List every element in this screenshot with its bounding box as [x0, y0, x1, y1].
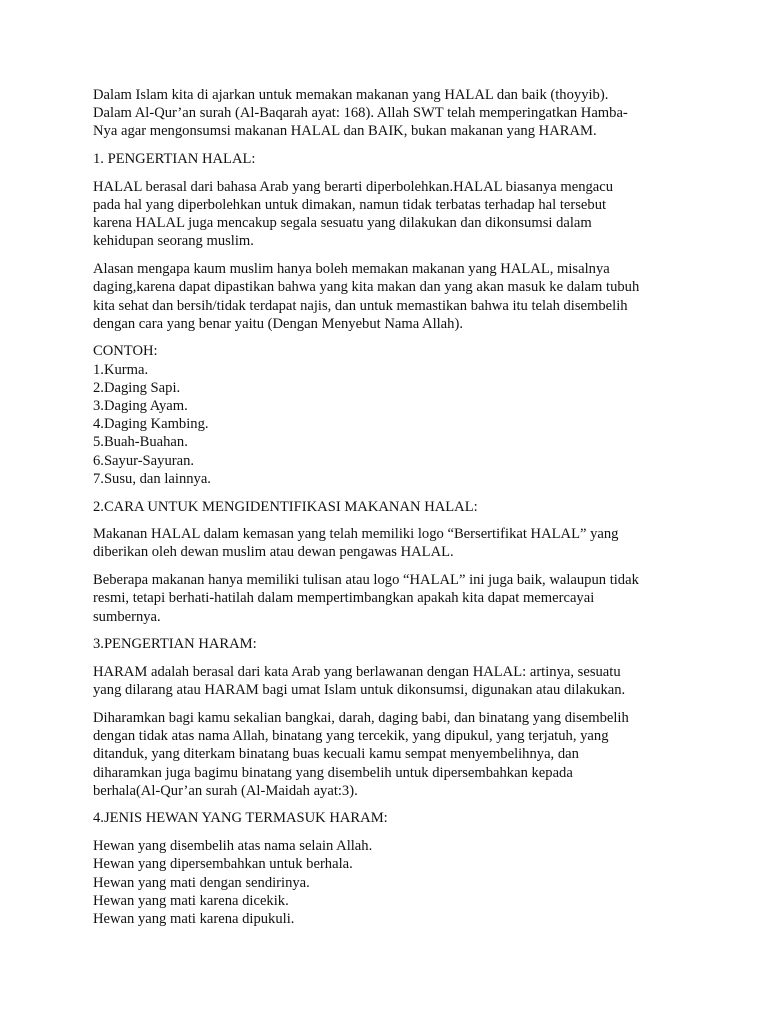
text-line: ditanduk, yang diterkam binatang buas kecuali kamu sempat menyembelihnya, dan: [93, 746, 579, 763]
text-line: Diharamkan bagi kamu sekalian bangkai, darah, daging babi, dan binatang yang disembelih: [93, 709, 629, 726]
section2-paragraph-1: [93, 525, 698, 561]
list-item: 1.Kurma.: [93, 361, 149, 378]
text-line: kita sehat dan bersih/tidak terdapat najis, dan untuk memastikan bahwa itu telah disembelih: [93, 297, 628, 314]
list-item: Hewan yang mati karena dipukuli.: [93, 910, 295, 927]
section4-list: [93, 837, 698, 928]
text-line: Nya agar mengonsumsi makanan HALAL dan BAIK, bukan makanan yang HARAM.: [93, 123, 597, 140]
section3-paragraph-1: [93, 663, 698, 699]
section1-paragraph-2: [93, 260, 698, 333]
text-line: dengan cara yang benar yaitu (Dengan Menyebut Nama Allah).: [93, 315, 463, 332]
text-line: Makanan HALAL dalam kemasan yang telah memiliki logo “Bersertifikat HALAL” yang: [93, 526, 619, 543]
section2-heading: 2.CARA UNTUK MENGIDENTIFIKASI MAKANAN HALAL:: [93, 498, 478, 515]
text-line: sumbernya.: [93, 608, 161, 625]
text-line: resmi, tetapi berhati-hatilah dalam mempertimbangkan apakah kita dapat memercayai: [93, 590, 595, 607]
contoh-label: CONTOH:: [93, 343, 158, 360]
text-line: Alasan mengapa kaum muslim hanya boleh memakan makanan yang HALAL, misalnya: [93, 261, 610, 278]
text-line: diberikan oleh dewan muslim atau dewan pengawas HALAL.: [93, 544, 454, 561]
text-line: berhala(Al-Qur’an surah (Al-Maidah ayat:3).: [93, 782, 358, 799]
section3-heading: 3.PENGERTIAN HARAM:: [93, 636, 257, 653]
text-line: Beberapa makanan hanya memiliki tulisan atau logo “HALAL” ini juga baik, walaupun tidak: [93, 572, 639, 589]
section3-paragraph-2: [93, 709, 698, 800]
text-line: dengan tidak atas nama Allah, binatang yang tercekik, yang dipukul, yang terjatuh, yang: [93, 728, 609, 745]
list-item: 4.Daging Kambing.: [93, 416, 209, 433]
text-line: HALAL berasal dari bahasa Arab yang berarti diperbolehkan.HALAL biasanya mengacu: [93, 178, 614, 195]
list-item: Hewan yang mati dengan sendirinya.: [93, 874, 310, 891]
list-item: Hewan yang disembelih atas nama selain Allah.: [93, 838, 373, 855]
list-item: 3.Daging Ayam.: [93, 398, 188, 415]
text-line: pada hal yang diperbolehkan untuk dimakan, namun tidak terbatas terhadap hal tersebut: [93, 197, 607, 214]
intro-paragraph: [93, 86, 698, 141]
list-item: 5.Buah-Buahan.: [93, 434, 188, 451]
list-item: Hewan yang dipersembahkan untuk berhala.: [93, 856, 353, 873]
list-item: 6.Sayur-Sayuran.: [93, 452, 195, 469]
text-line: HARAM adalah berasal dari kata Arab yang berlawanan dengan HALAL: artinya, sesuatu: [93, 663, 621, 680]
text-line: yang dilarang atau HARAM bagi umat Islam untuk dikonsumsi, digunakan atau dilakukan.: [93, 682, 626, 699]
section2-paragraph-2: [93, 571, 698, 626]
text-line: karena HALAL juga mencakup segala sesuatu yang dilakukan dan dikonsumsi dalam: [93, 215, 592, 232]
text-line: Dalam Islam kita di ajarkan untuk memakan makanan yang HALAL dan baik (thoyyib).: [93, 87, 609, 103]
section1-heading: 1. PENGERTIAN HALAL:: [93, 151, 256, 168]
text-line: Dalam Al-Qur’an surah (Al-Baqarah ayat: 168). Allah SWT telah memperingatkan Hamba-: [93, 105, 628, 122]
text-line: diharamkan juga bagimu binatang yang disembelih untuk dipersembahkan kepada: [93, 764, 573, 781]
list-item: 7.Susu, dan lainnya.: [93, 470, 211, 487]
text-line: daging,karena dapat dipastikan bahwa yang kita makan dan yang akan masuk ke dalam tubuh: [93, 279, 640, 296]
text-line: kehidupan seorang muslim.: [93, 233, 254, 250]
section4-heading: 4.JENIS HEWAN YANG TERMASUK HARAM:: [93, 810, 388, 827]
list-item: Hewan yang mati karena dicekik.: [93, 892, 289, 909]
list-item: 2.Daging Sapi.: [93, 379, 181, 396]
contoh-list: [93, 342, 698, 488]
section1-paragraph-1: [93, 178, 698, 251]
